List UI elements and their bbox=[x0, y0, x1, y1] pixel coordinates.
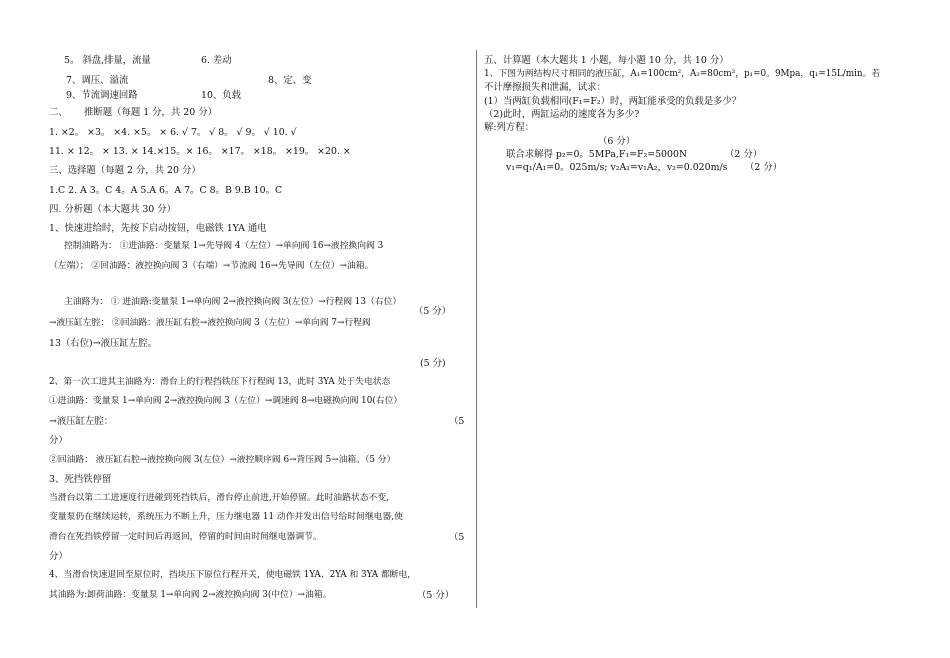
answer-line-5: 5。 斜盘,排量，流量 bbox=[64, 55, 151, 66]
section-4-title: 四. 分析题（本大题共 30 分） bbox=[49, 204, 176, 215]
calc-q1-line-1: 1、下图为两结构尺寸相同的液压缸，A₁=100cm²，A₂=80cm²，p₁=0。9Mpa，q₁=15L/min。若 bbox=[484, 69, 881, 79]
score-5-b: (5 分) bbox=[420, 358, 446, 369]
column-divider bbox=[476, 50, 477, 608]
q3-line-1: 当滑台以第二工进速度行进碰到死挡铁后，滑台停止前进,开始停留。此时油路状态不变, bbox=[49, 493, 389, 503]
answer-line-8: 8、定、变 bbox=[268, 75, 312, 86]
calc-q1-part-2: （2)此时，两缸运动的速度各为多少? bbox=[484, 109, 640, 120]
q2-inlet-line-2: →液压缸左腔： bbox=[49, 416, 114, 427]
q3-title: 3、死挡铁停留 bbox=[49, 474, 112, 485]
calc-q1-line-2: 不计摩擦损失和泄漏，试求： bbox=[484, 82, 606, 93]
true-false-answers-1: 1. ×2。 ×3。 ×4. ×5。 × 6. √ 7。 √ 8。 √ 9。 √ 10. √ bbox=[49, 127, 297, 138]
true-false-answers-2: 11. × 12。 × 13. × 14.×15。× 16。 ×17。 ×18。 ×19。 ×20. × bbox=[49, 146, 351, 157]
q1-control-line-2: （左端）； ②回油路：液控换向阀 3（右端）→节流阀 16→先导阀（左位）→油箱。 bbox=[49, 261, 374, 271]
q1-control-line-1: 控制油路为： ①进油路：变量泵 1→先导阀 4（左位）→单向阀 16→液控换向阀 3 bbox=[64, 241, 384, 251]
q1-title: 1、快速进给时，先按下启动按钮，电磁铁 1YA 通电 bbox=[49, 223, 267, 234]
q2-inlet-score-end: 分） bbox=[49, 435, 68, 446]
q4-line-2: 其油路为:卸荷油路：变量泵 1→单向阀 2→液控换向阀 3(中位）→油箱。 bbox=[49, 590, 332, 600]
q2-inlet-line-1: ①进油路：变量泵 1→单向阀 2→液控换向阀 3（左位）→调速阀 8→电磁换向阀 10(右位） bbox=[49, 396, 403, 406]
q2-title: 2、第一次工进其主油路为：滑台上的行程挡铁压下行程阀 13，此时 3YA 处于失电状态 bbox=[49, 377, 391, 387]
result-velocity: v₁=q₁/A₁=0。025m/s; v₂A₁=v₁A₂，v₂=0.020m/s bbox=[506, 162, 728, 173]
section-5-title: 五、计算题（本大题共 1 小题，每小题 10 分，共 10 分） bbox=[484, 55, 729, 66]
q1-main-line-3: 13（右位)→液压缸左腔。 bbox=[49, 338, 157, 349]
section-2-title: 推断题（每题 1 分，共 20 分） bbox=[84, 107, 217, 118]
score-6: （6 分） bbox=[598, 136, 636, 147]
q1-main-line-2: →液压缸左腔： ②回油路：液压缸右腔→液控换向阀 3（左位）→单向阀 7→行程阀 bbox=[49, 318, 371, 328]
q3-line-2: 变量泵仍在继续运转，系统压力不断上升，压力继电器 11 动作并发出信号给时间继电器,使 bbox=[49, 512, 403, 522]
q1-main-line-1: 主油路为： ① 进油路:变量泵 1→单向阀 2→液控换向阀 3(左位）→行程阀 13（右位） bbox=[64, 297, 402, 307]
result-pressure-load: 联合求解得 p₂=0。5MPa,F₁=F₂=5000N bbox=[506, 149, 688, 160]
q3-score-end: 分） bbox=[49, 551, 68, 562]
solution-label: 解:列方程： bbox=[484, 122, 535, 133]
score-5-a: （5 分） bbox=[414, 306, 452, 317]
score-2-b: （2 分） bbox=[745, 162, 783, 173]
calc-q1-part-1: (1）当两缸负载相同(F₁=F₂）时，两缸能承受的负载是多少？ bbox=[484, 96, 742, 107]
q3-score: （5 bbox=[449, 532, 465, 543]
q2-inlet-score: （5 bbox=[449, 416, 465, 427]
q2-return-line: ②回油路： 液压缸右腔→液控换向阀 3(左位）→液控顺序阀 6→背压阀 5→油箱。（5 分） bbox=[49, 455, 396, 465]
q4-line-1: 4、当滑台快速退回至原位时，挡块压下原位行程开关，使电磁铁 1YA、2YA 和 3YA 都断电， bbox=[49, 570, 417, 580]
right-column bbox=[480, 0, 950, 658]
section-3-title: 三、选择题（每题 2 分，共 20 分） bbox=[49, 165, 201, 176]
answer-line-7: 7、调压、溢流 bbox=[66, 75, 129, 86]
answer-line-9: 9、节流调速回路 bbox=[66, 90, 138, 101]
section-2-number: 二、 bbox=[49, 107, 68, 118]
score-2-a: （2 分） bbox=[725, 149, 763, 160]
q4-score: （5 分） bbox=[417, 590, 455, 601]
answer-line-10: 10、负载 bbox=[201, 90, 242, 101]
choice-answers: 1.C 2. A 3。C 4。A 5.A 6。A 7。C 8。B 9.B 10。C bbox=[49, 185, 283, 196]
q3-line-3: 滑台在死挡铁停留一定时间后再返回，停留的时间由时间继电器调节。 bbox=[49, 532, 322, 542]
answer-line-6: 6. 差动 bbox=[201, 55, 232, 66]
